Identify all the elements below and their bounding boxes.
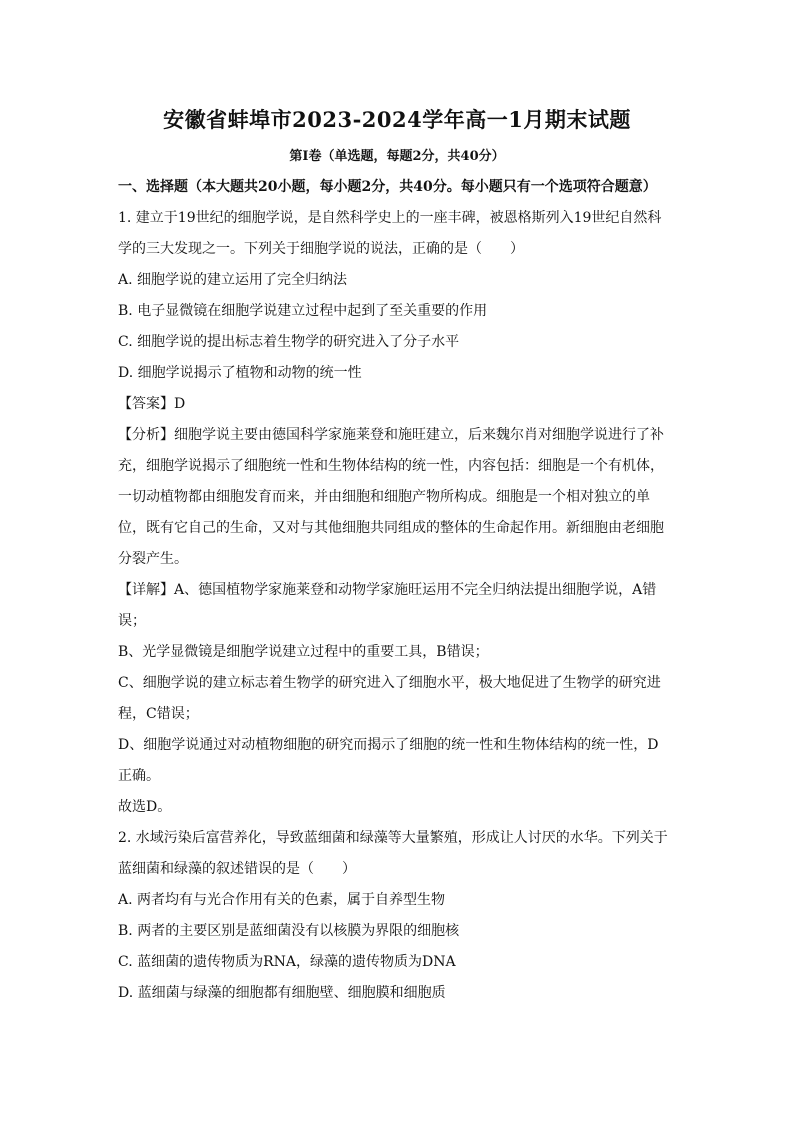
question-1-detail-line: 正确。 bbox=[118, 768, 160, 784]
question-2-stem-line: 2. 水域污染后富营养化，导致蓝细菌和绿藻等大量繁殖，形成让人讨厌的水华。下列关于 bbox=[118, 830, 668, 846]
document-title: 安徽省蚌埠市2023-2024学年高一1月期末试题 bbox=[163, 107, 631, 132]
question-1-detail-line: 误； bbox=[118, 613, 146, 629]
question-1-analysis-line: 一切动植物都由细胞发育而来，并由细胞和细胞产物所构成。细胞是一个相对独立的单 bbox=[118, 489, 650, 505]
question-2 bbox=[118, 823, 676, 1009]
question-1-analysis-line: 分裂产生。 bbox=[118, 551, 188, 567]
question-1-option-b: B. 电子显微镜在细胞学说建立过程中起到了至关重要的作用 bbox=[118, 303, 488, 319]
question-1-analysis-line: 【分析】细胞学说主要由德国科学家施莱登和施旺建立，后来魏尔肖对细胞学说进行了补 bbox=[118, 427, 664, 443]
question-1-detail-line: 程，C错误； bbox=[118, 706, 199, 722]
question-2-option-a: A. 两者均有与光合作用有关的色素，属于自养型生物 bbox=[118, 892, 446, 908]
document-body bbox=[118, 172, 676, 1009]
question-1-detail-line: D、细胞学说通过对动植物细胞的研究而揭示了细胞的统一性和生物体结构的统一性，D bbox=[118, 737, 659, 753]
question-1-option-d: D. 细胞学说揭示了植物和动物的统一性 bbox=[118, 365, 362, 381]
question-1-stem-line: 1. 建立于19世纪的细胞学说，是自然科学史上的一座丰碑，被恩格斯列入19世纪自然科 bbox=[118, 210, 662, 226]
question-2-option-c: C. 蓝细菌的遗传物质为RNA，绿藻的遗传物质为DNA bbox=[118, 954, 456, 970]
section-heading: 一、选择题（本大题共20小题，每小题2分，共40分。每小题只有一个选项符合题意） bbox=[118, 179, 657, 195]
question-1-detail-line: B、光学显微镜是细胞学说建立过程中的重要工具，B错误； bbox=[118, 644, 489, 660]
document-subtitle: 第I卷（单选题，每题2分，共40分） bbox=[289, 149, 505, 164]
question-1-conclusion: 故选D。 bbox=[118, 799, 172, 815]
question-1-option-c: C. 细胞学说的提出标志着生物学的研究进入了分子水平 bbox=[118, 334, 460, 350]
question-2-option-d: D. 蓝细菌与绿藻的细胞都有细胞壁、细胞膜和细胞质 bbox=[118, 985, 446, 1001]
question-1-detail-line: C、细胞学说的建立标志着生物学的研究进入了细胞水平，极大地促进了生物学的研究进 bbox=[118, 675, 661, 691]
question-1-detail-line: 【详解】A、德国植物学家施莱登和动物学家施旺运用不完全归纳法提出细胞学说，A错 bbox=[118, 582, 657, 598]
question-1-analysis-line: 充，细胞学说揭示了细胞统一性和生物体结构的统一性，内容包括：细胞是一个有机体， bbox=[118, 458, 664, 474]
question-2-stem-line: 蓝细菌和绿藻的叙述错误的是（ ） bbox=[118, 861, 356, 877]
question-1-stem-line: 学的三大发现之一。下列关于细胞学说的说法，正确的是（ ） bbox=[118, 241, 524, 257]
question-1-option-a: A. 细胞学说的建立运用了完全归纳法 bbox=[118, 272, 348, 288]
question-2-option-b: B. 两者的主要区别是蓝细菌没有以核膜为界限的细胞核 bbox=[118, 923, 460, 939]
question-1 bbox=[118, 203, 676, 823]
question-1-answer: 【答案】D bbox=[118, 396, 186, 412]
question-1-analysis-line: 位，既有它自己的生命，又对与其他细胞共同组成的整体的生命起作用。新细胞由老细胞 bbox=[118, 520, 664, 536]
